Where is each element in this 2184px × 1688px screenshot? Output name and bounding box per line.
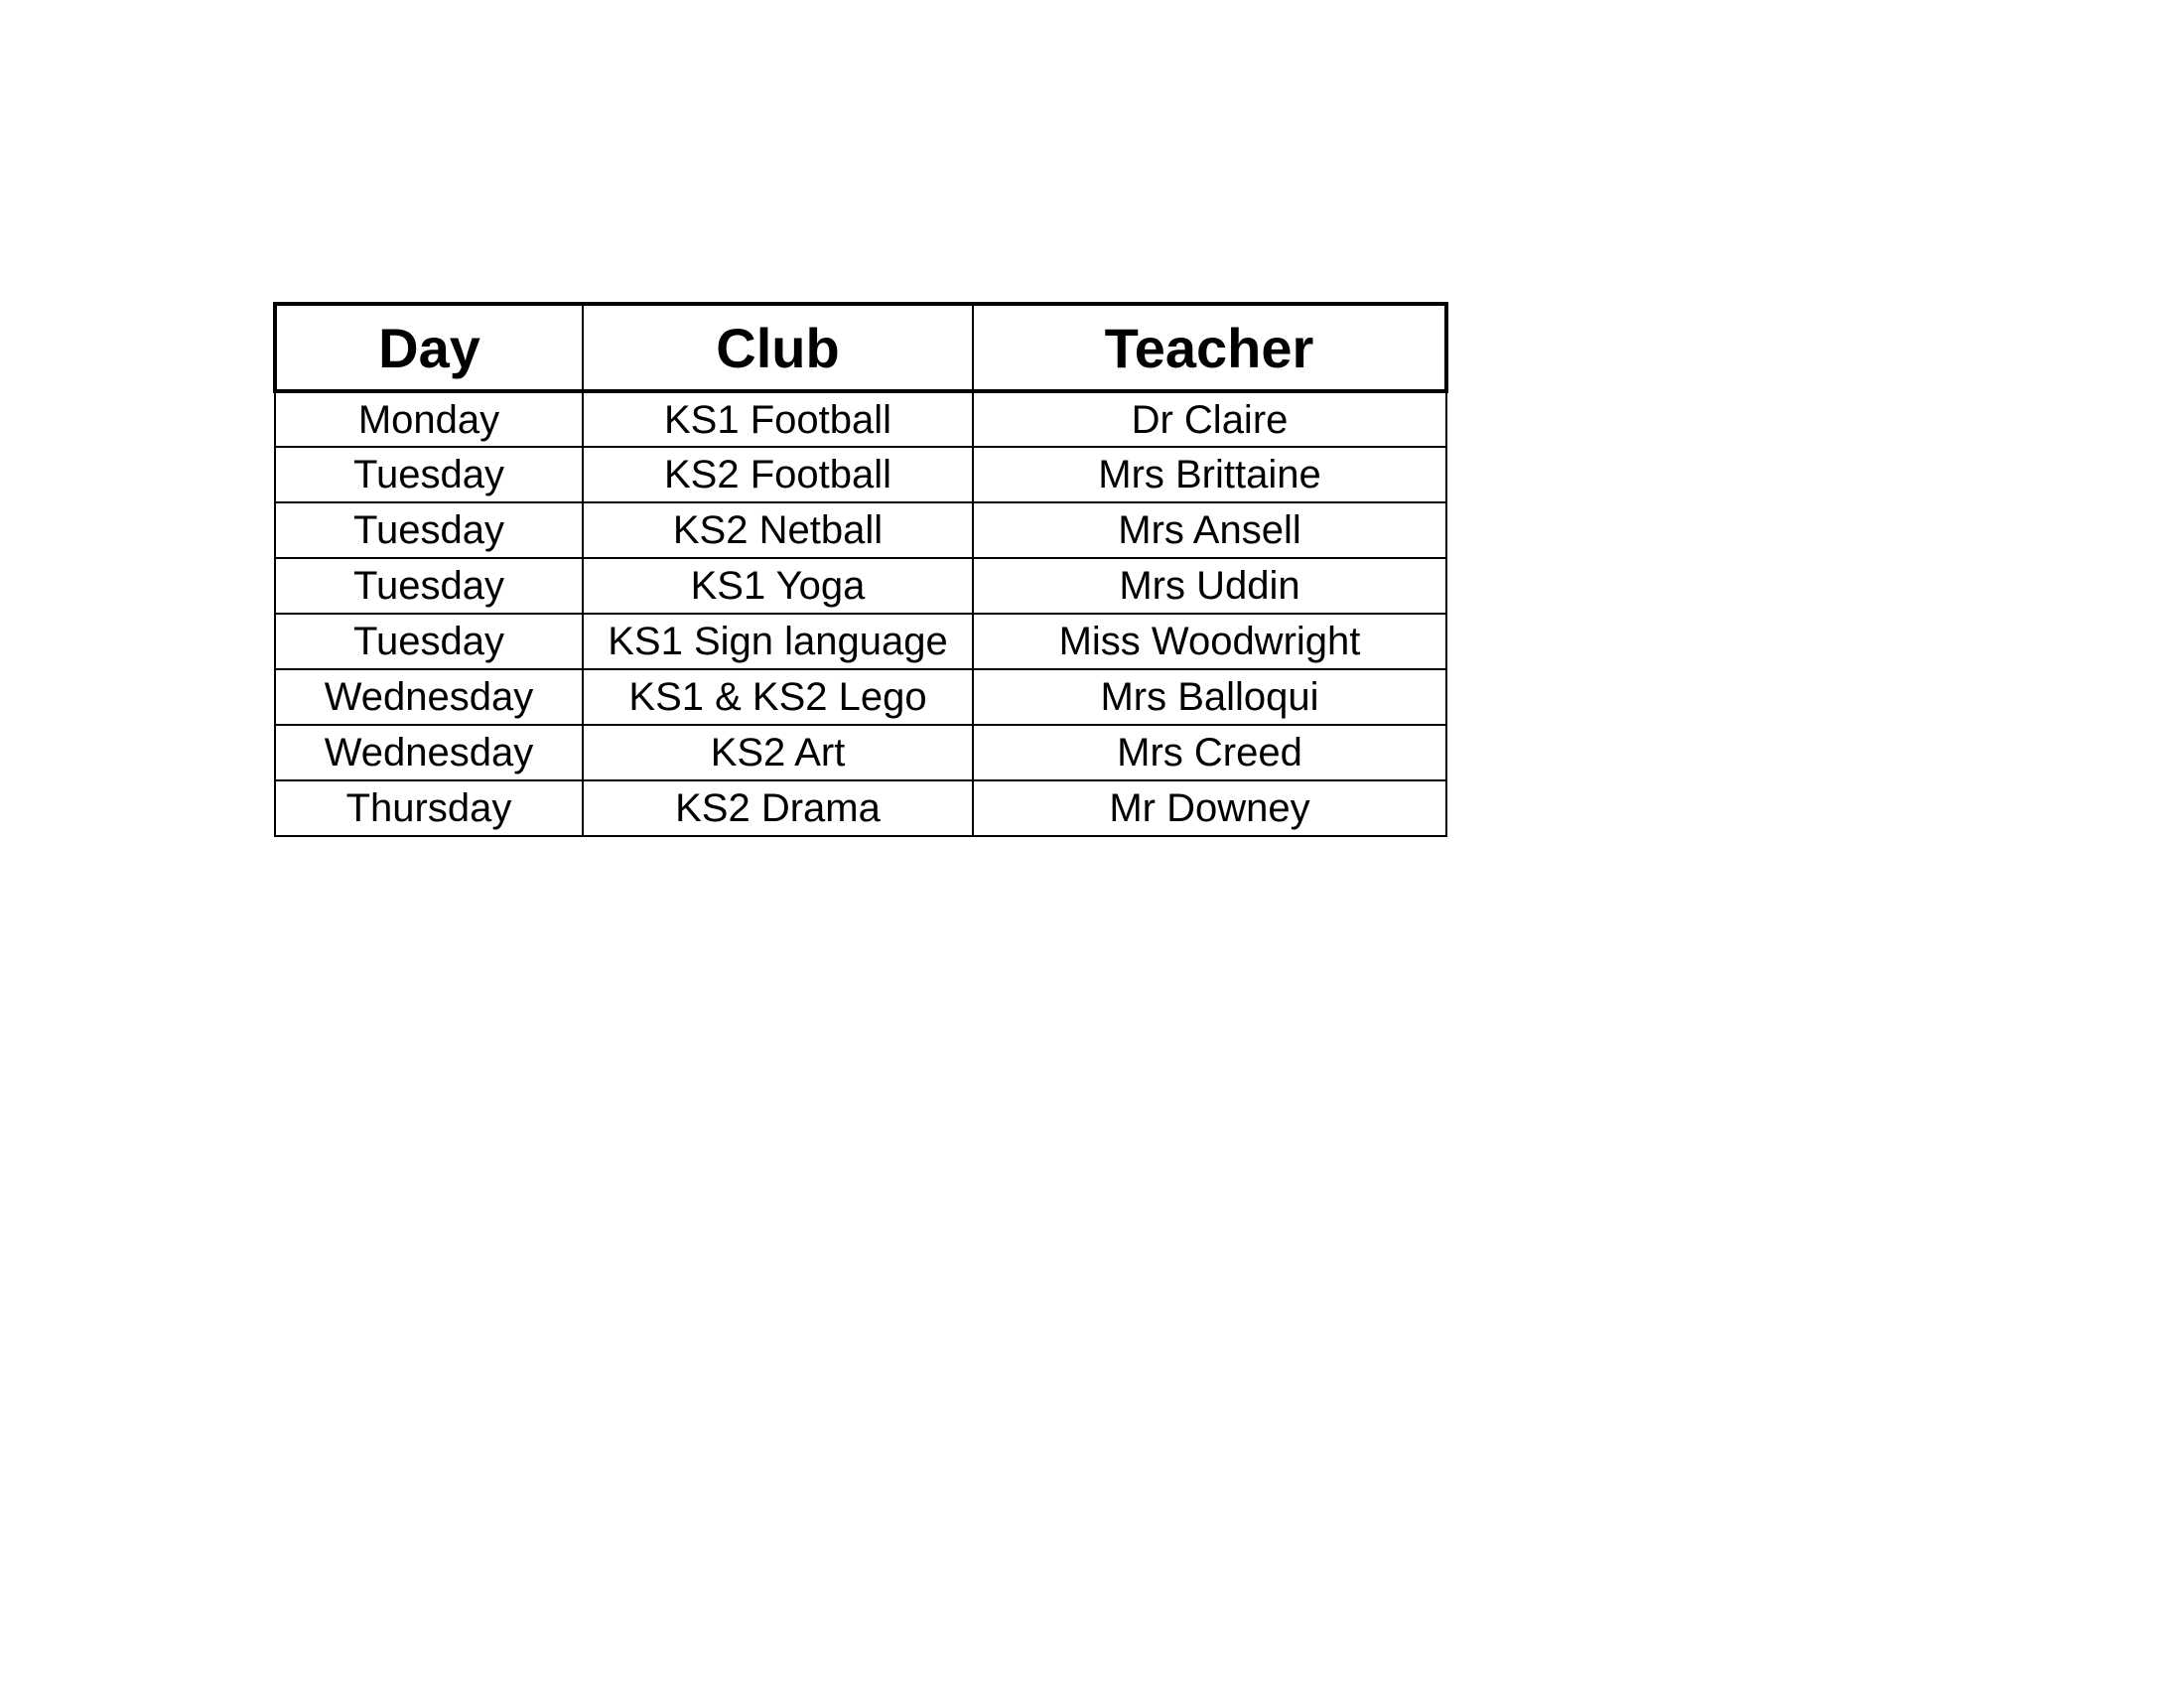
- cell-club: KS1 Yoga: [583, 558, 973, 614]
- cell-day: Tuesday: [275, 447, 583, 502]
- cell-day: Tuesday: [275, 614, 583, 669]
- cell-teacher: Dr Claire: [973, 391, 1446, 447]
- cell-club: KS1 & KS2 Lego: [583, 669, 973, 725]
- table-row: [275, 725, 1446, 780]
- header-row: [275, 304, 1446, 391]
- table-row: [275, 447, 1446, 502]
- cell-teacher: Mr Downey: [973, 780, 1446, 836]
- table-row: [275, 614, 1446, 669]
- cell-club: KS1 Football: [583, 391, 973, 447]
- table-header: [275, 304, 1446, 391]
- cell-club: KS2 Drama: [583, 780, 973, 836]
- table-row: [275, 780, 1446, 836]
- cell-day: Thursday: [275, 780, 583, 836]
- header-club: Club: [583, 304, 973, 391]
- cell-club: KS2 Art: [583, 725, 973, 780]
- table-body: [275, 391, 1446, 836]
- cell-teacher: Mrs Uddin: [973, 558, 1446, 614]
- cell-teacher: Mrs Balloqui: [973, 669, 1446, 725]
- club-schedule-table: [273, 302, 1448, 837]
- header-teacher: Teacher: [973, 304, 1446, 391]
- cell-teacher: Mrs Brittaine: [973, 447, 1446, 502]
- table-row: [275, 558, 1446, 614]
- cell-teacher: Mrs Ansell: [973, 502, 1446, 558]
- header-day: Day: [275, 304, 583, 391]
- club-schedule-sheet: [273, 302, 1448, 837]
- cell-day: Wednesday: [275, 669, 583, 725]
- cell-day: Tuesday: [275, 502, 583, 558]
- cell-teacher: Mrs Creed: [973, 725, 1446, 780]
- table-row: [275, 502, 1446, 558]
- cell-teacher: Miss Woodwright: [973, 614, 1446, 669]
- cell-day: Monday: [275, 391, 583, 447]
- cell-club: KS2 Netball: [583, 502, 973, 558]
- cell-club: KS1 Sign language: [583, 614, 973, 669]
- cell-club: KS2 Football: [583, 447, 973, 502]
- cell-day: Tuesday: [275, 558, 583, 614]
- cell-day: Wednesday: [275, 725, 583, 780]
- table-row: [275, 391, 1446, 447]
- table-row: [275, 669, 1446, 725]
